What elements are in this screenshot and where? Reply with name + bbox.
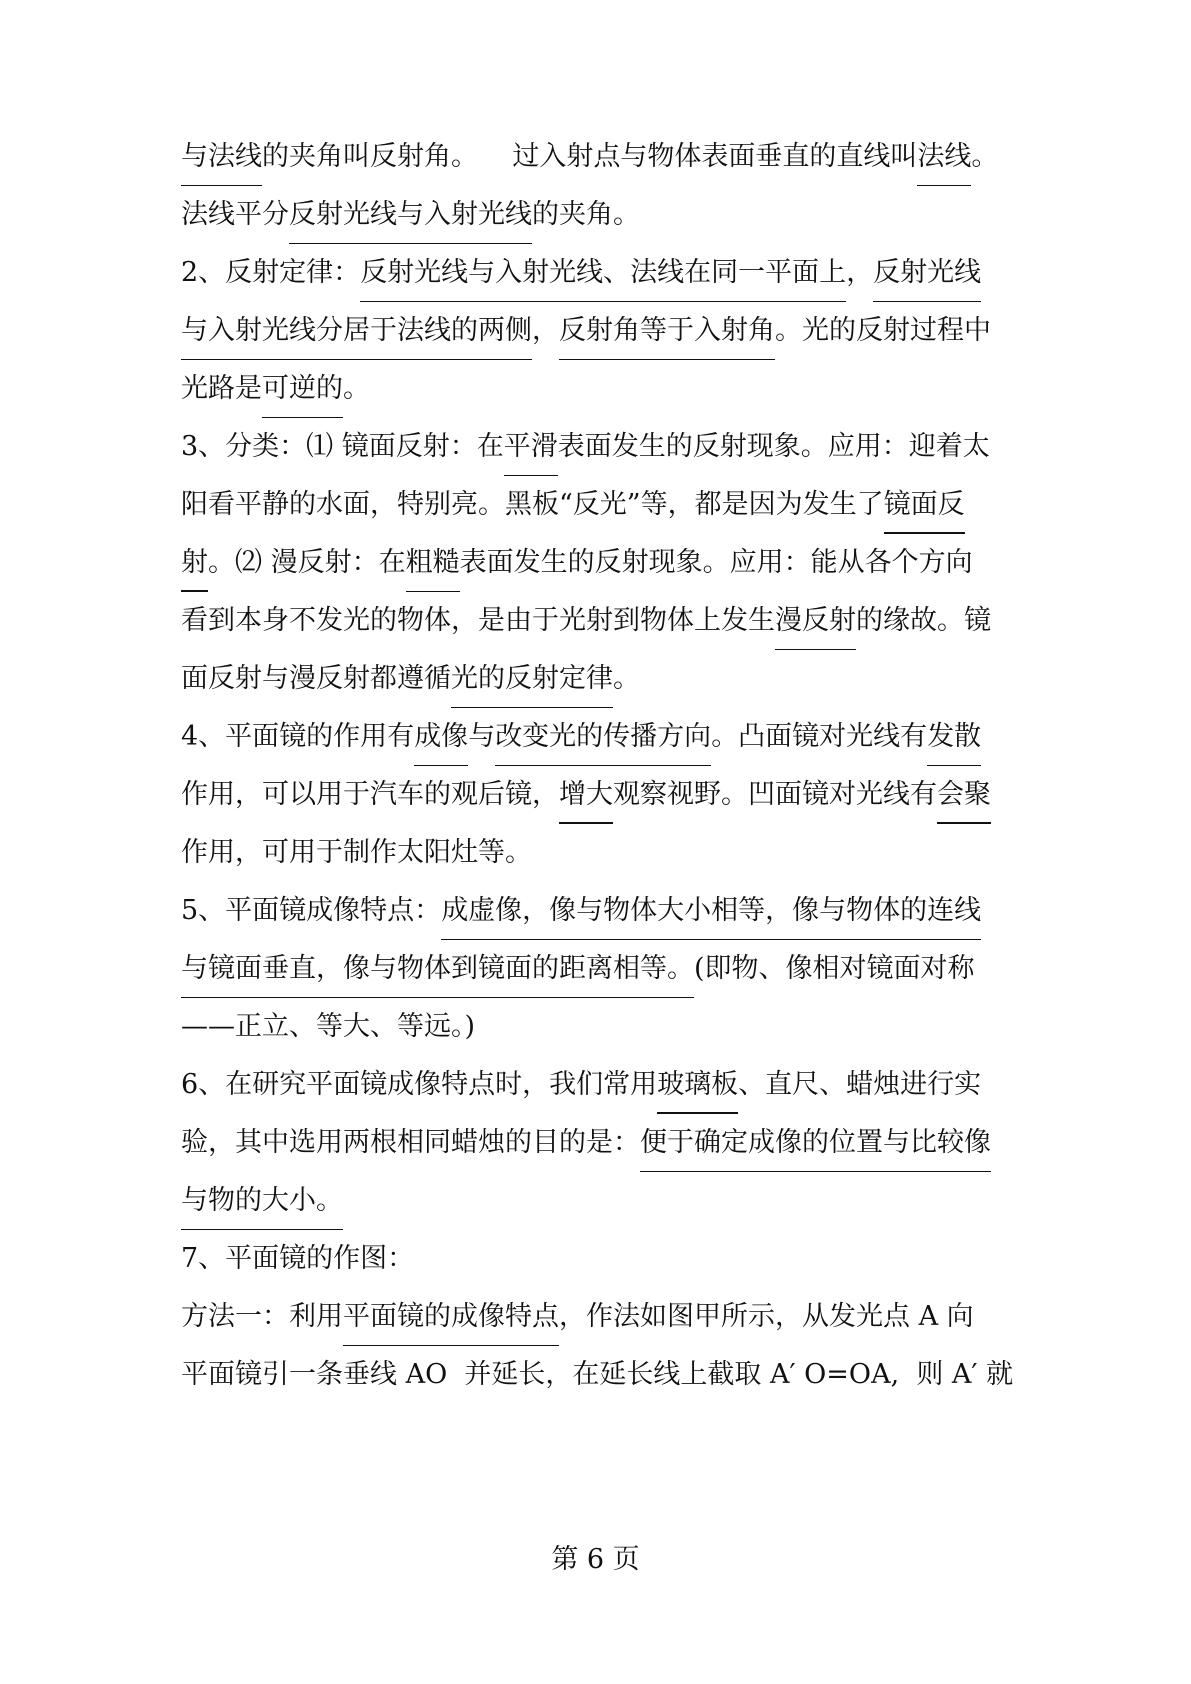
underlined-answer: 平滑 xyxy=(504,429,558,465)
text-segment: 表面发生的反射现象。应用：迎着太 xyxy=(557,431,990,462)
text-segment: 。 xyxy=(343,373,370,404)
text-line xyxy=(181,1125,991,1161)
underlined-answer: 与法线 xyxy=(181,139,262,175)
underlined-answer: 便于确定成像的位置与比较像 xyxy=(640,1125,991,1161)
page-number: 第 6 页 xyxy=(551,1544,640,1575)
text-segment: 。 xyxy=(613,663,640,694)
text-segment: 7、平面镜的作图： xyxy=(181,1243,415,1274)
underlined-answer: 成虚像，像与物体大小相等，像与物体的连线 xyxy=(441,893,981,929)
underlined-answer: 玻璃板 xyxy=(657,1067,738,1103)
text-line xyxy=(181,139,998,175)
text-line xyxy=(181,951,975,987)
text-line xyxy=(181,661,640,697)
text-segment: 。⑵ 漫反射：在 xyxy=(208,547,406,578)
text-segment: 的缘故。镜 xyxy=(856,605,991,636)
text-line xyxy=(181,429,990,465)
text-segment: 。凸面镜对光线有 xyxy=(711,721,928,752)
underlined-answer: 镜面反 xyxy=(884,487,965,523)
underlined-answer: 改变光的传播方向 xyxy=(495,719,711,755)
underlined-answer: 法线 xyxy=(917,139,971,175)
text-segment: 作用，可用于制作太阳灶等。 xyxy=(181,837,532,868)
text-line xyxy=(181,603,991,639)
text-line xyxy=(181,313,991,349)
text-line xyxy=(181,719,981,755)
text-segment: 作用，可以用于汽车的观后镜， xyxy=(181,779,559,810)
text-segment: 看到本身不发光的物体，是由于光射到物体上发生 xyxy=(181,605,775,636)
text-segment: 法线平分 xyxy=(181,199,289,230)
text-line xyxy=(181,545,973,581)
underlined-answer: 与镜面垂直，像与物体到镜面的距离相等。 xyxy=(181,951,694,987)
text-segment: 平面镜引一条垂线 AO 并延长，在延长线上截取 A′ O=OA, 则 A′ 就 xyxy=(181,1359,1014,1390)
text-line xyxy=(181,893,981,929)
text-segment: 5、平面镜成像特点： xyxy=(181,895,442,926)
text-segment: ， xyxy=(532,315,559,346)
text-segment: 光路是 xyxy=(181,373,262,404)
text-line xyxy=(181,1009,475,1045)
underlined-answer: 成像 xyxy=(414,719,468,755)
underlined-answer: 反射光线 xyxy=(873,255,981,291)
text-segment: 3、分类：⑴ 镜面反射：在 xyxy=(181,431,504,462)
text-segment: 。光的反射过程中 xyxy=(775,315,991,346)
underlined-answer: 射 xyxy=(181,545,208,581)
underlined-answer: 反射光线与入射光线 xyxy=(289,197,532,233)
text-segment: (即物、像相对镜面对称 xyxy=(694,953,975,984)
underlined-answer: 反射光线与入射光线、法线在同一平面上 xyxy=(360,255,846,291)
text-segment: ，作法如图甲所示，从发光点 A 向 xyxy=(559,1301,974,1332)
text-segment: 表面发生的反射现象。应用：能从各个方向 xyxy=(459,547,973,578)
underlined-answer: 增大 xyxy=(559,777,613,813)
underlined-answer: 粗糙 xyxy=(406,545,460,581)
text-line xyxy=(181,1357,1013,1393)
underlined-answer: 发散 xyxy=(927,719,981,755)
text-line xyxy=(181,255,981,291)
text-segment: ——正立、等大、等远。) xyxy=(181,1011,476,1042)
text-line xyxy=(181,487,965,523)
underlined-answer: 可逆的 xyxy=(262,371,343,407)
text-segment: 面反射与漫反射都遵循 xyxy=(181,663,451,694)
text-segment: 阳看平静的水面，特别亮。黑板“反光”等，都是因为发生了 xyxy=(181,489,884,520)
text-segment: 、直尺、蜡烛进行实 xyxy=(738,1069,982,1100)
underlined-answer: 会聚 xyxy=(937,777,991,813)
text-segment: 观察视野。凹面镜对光线有 xyxy=(613,779,937,810)
text-line xyxy=(181,1183,343,1219)
underlined-answer: 平面镜的成像特点 xyxy=(343,1299,559,1335)
text-segment: 。 xyxy=(971,141,999,172)
text-line xyxy=(181,1299,974,1335)
underlined-answer: 与入射光线分居于法线的两侧 xyxy=(181,313,532,349)
underlined-answer: 光的反射定律 xyxy=(451,661,613,697)
text-segment: 的夹角叫反射角。 过入射点与物体表面垂直的直线叫 xyxy=(262,141,918,172)
text-line xyxy=(181,835,532,871)
text-line xyxy=(181,1067,981,1103)
text-segment: 6、在研究平面镜成像特点时，我们常用 xyxy=(181,1069,658,1100)
text-line xyxy=(181,197,640,233)
text-segment: ， xyxy=(846,257,874,288)
underlined-answer: 反射角等于入射角 xyxy=(559,313,775,349)
text-segment: 4、平面镜的作用有 xyxy=(181,721,415,752)
text-segment: 的夹角。 xyxy=(532,199,640,230)
text-segment: 与 xyxy=(468,721,496,752)
underlined-answer: 漫反射 xyxy=(775,603,856,639)
text-segment: 2、反射定律： xyxy=(181,257,361,288)
text-line xyxy=(181,1241,414,1277)
text-line xyxy=(181,777,991,813)
underlined-answer: 与物的大小。 xyxy=(181,1183,343,1219)
text-segment: 验，其中选用两根相同蜡烛的目的是： xyxy=(181,1127,640,1158)
text-segment: 方法一：利用 xyxy=(181,1301,343,1332)
text-line xyxy=(181,371,370,407)
